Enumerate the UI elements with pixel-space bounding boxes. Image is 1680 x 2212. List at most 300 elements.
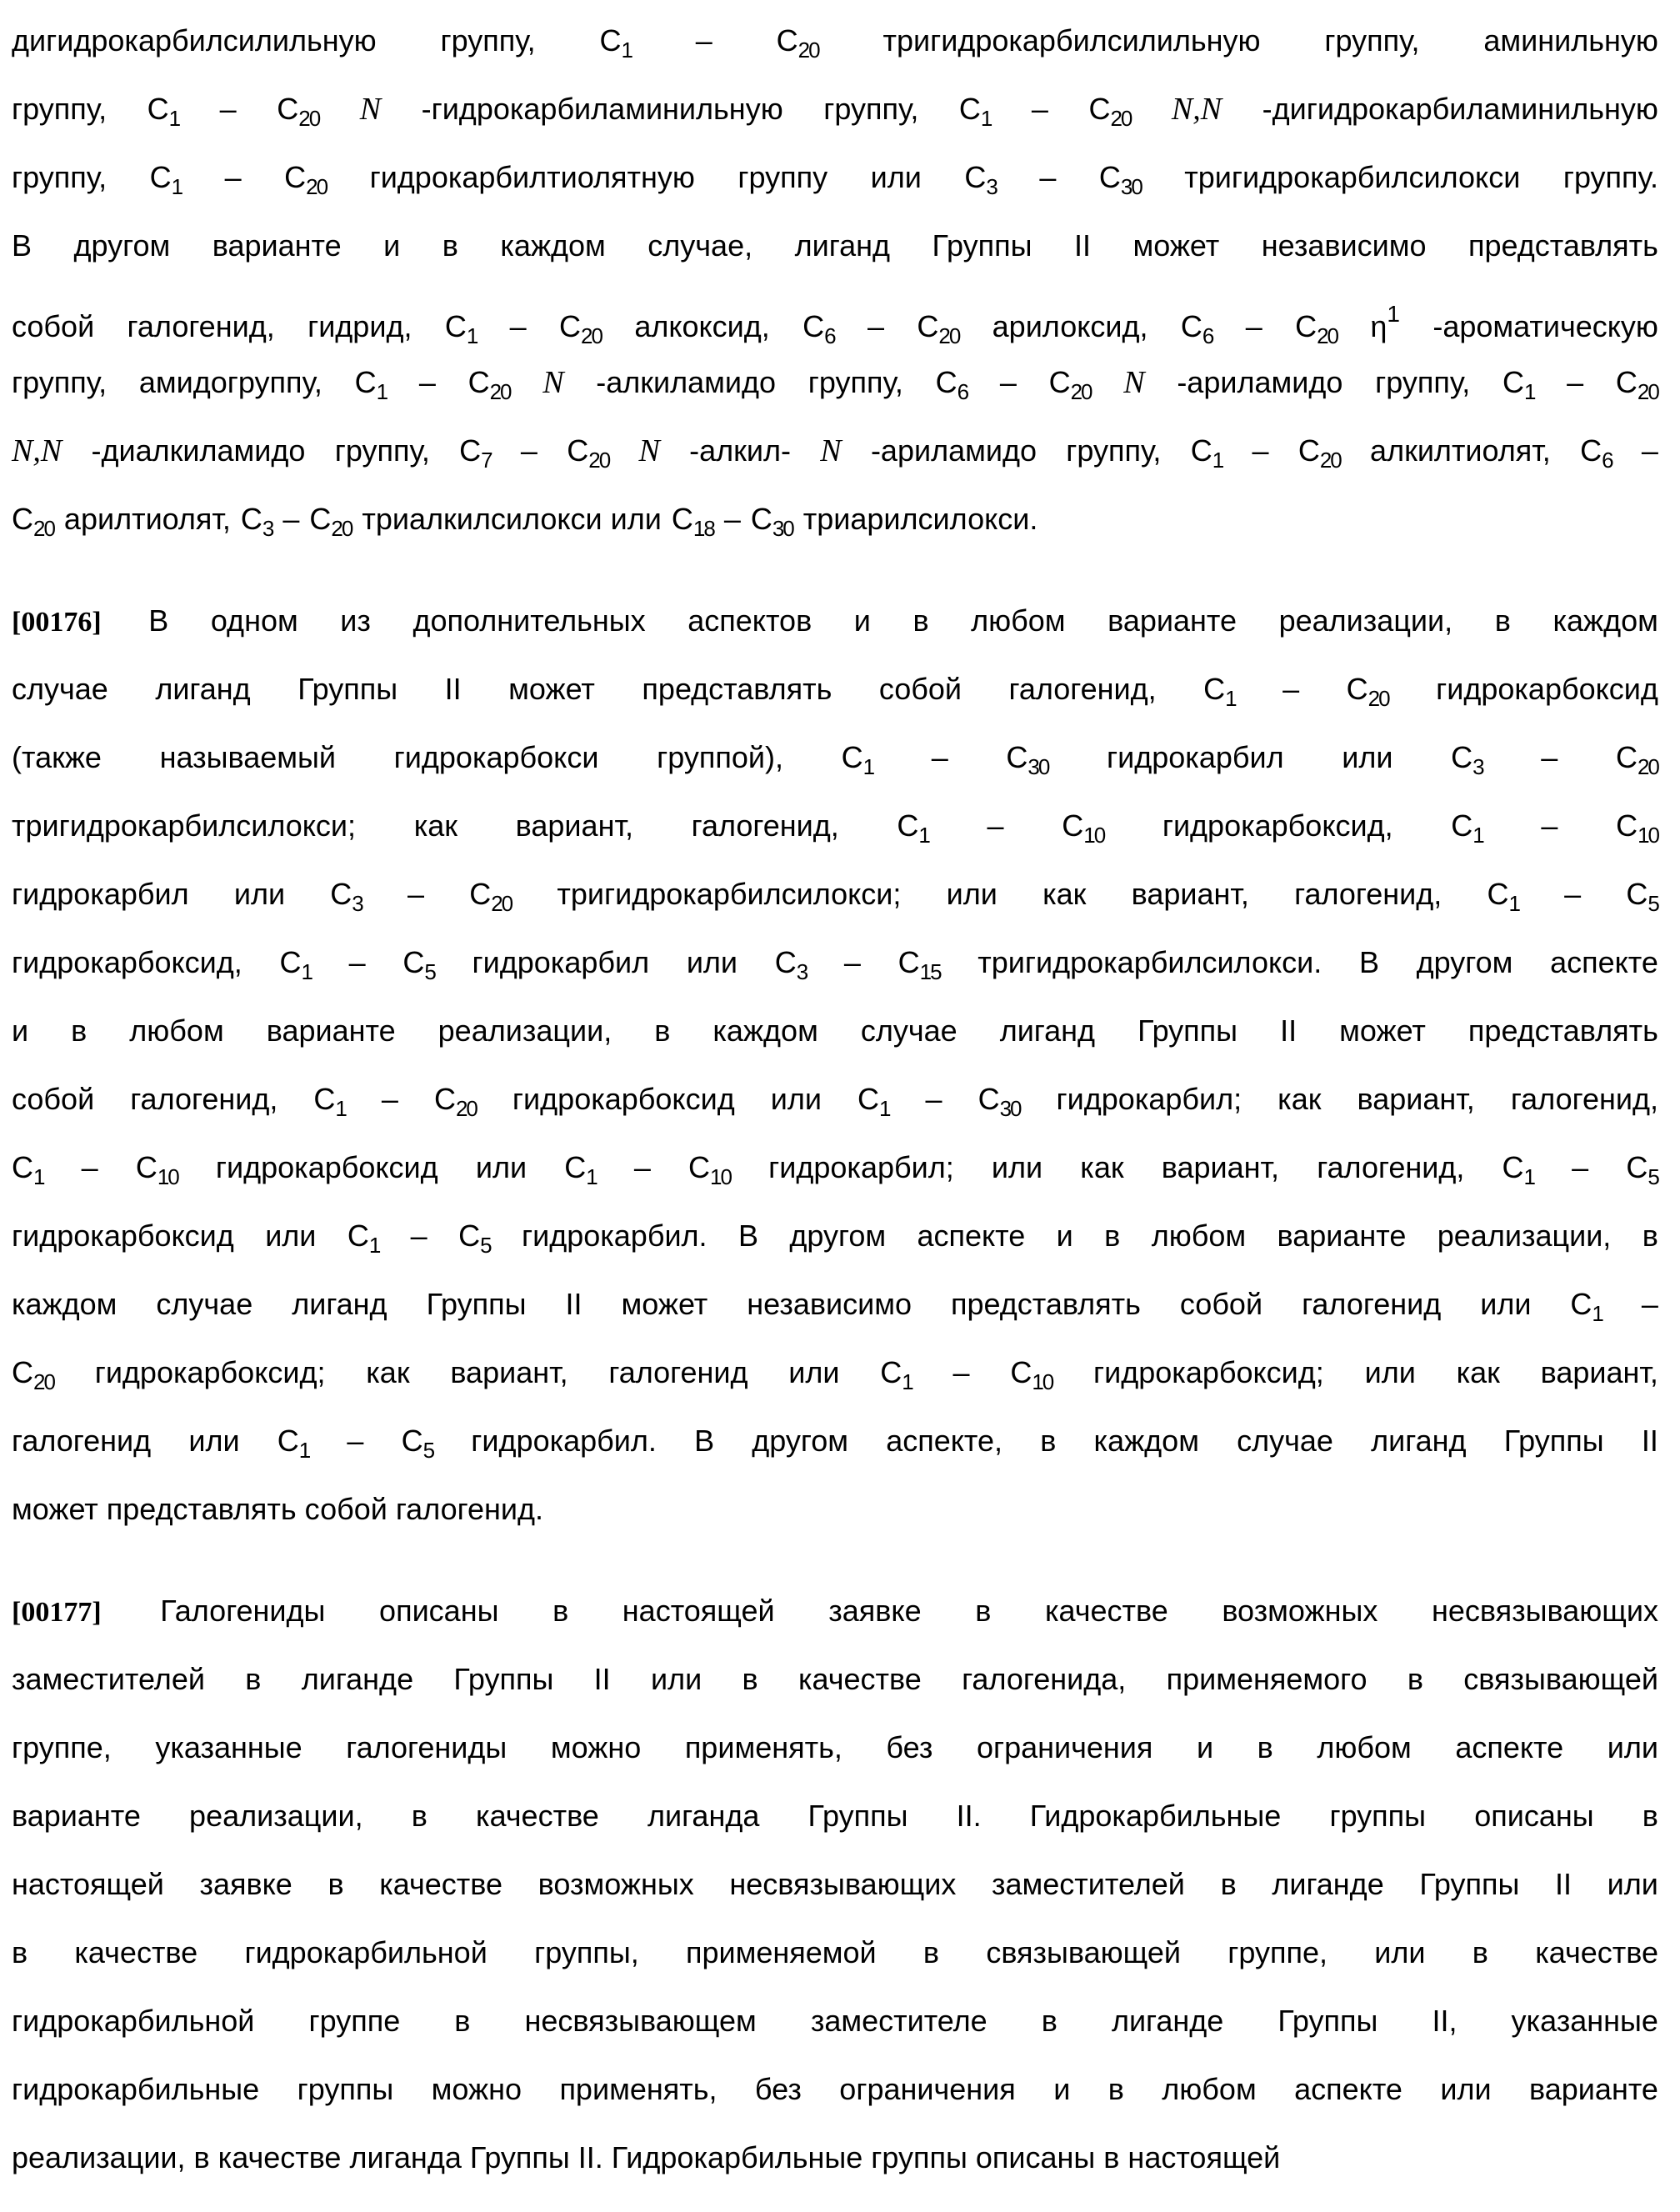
word: заявке: [199, 1867, 292, 1901]
word: применять,: [559, 2072, 718, 2106]
word: случае,: [648, 228, 753, 263]
token-main: C: [1048, 365, 1071, 399]
carbon-count: [136, 1134, 178, 1211]
word: группу,: [1375, 365, 1471, 399]
word: применяемой: [685, 1935, 877, 1969]
subscript: 20: [491, 891, 512, 916]
word: или: [870, 160, 922, 194]
token-main: C: [1088, 92, 1111, 126]
carbon-count: [434, 1065, 477, 1143]
word: в: [1108, 2072, 1124, 2106]
carbon-count: [1616, 348, 1658, 426]
carbon-count: [1502, 1134, 1534, 1211]
token-main: C: [1006, 740, 1028, 774]
subscript: 1: [1523, 379, 1535, 404]
subscript: 3: [986, 174, 997, 199]
text-line: [12, 928, 1658, 997]
text-line: [12, 1645, 1658, 1714]
word: Группы: [1503, 1424, 1604, 1458]
subscript: 3: [796, 959, 808, 984]
word: гидрокарбоксид: [1436, 672, 1658, 706]
word: в: [654, 1013, 671, 1048]
carbon-count: [1487, 860, 1518, 938]
word: –: [410, 1219, 428, 1253]
token-main: N,N: [1171, 92, 1222, 127]
word: независимо: [1261, 228, 1427, 263]
text-line: [12, 7, 1658, 75]
word: или: [1440, 2072, 1492, 2106]
word: качестве: [379, 1867, 503, 1901]
token-main: C: [958, 92, 981, 126]
word: реализации,: [438, 1013, 612, 1048]
word: галогенид,: [127, 309, 275, 343]
word: группу,: [440, 23, 536, 58]
word: в: [1494, 603, 1511, 638]
subscript: 20: [489, 379, 511, 404]
text-run: –: [282, 502, 300, 536]
word: связывающей: [1463, 1662, 1658, 1696]
carbon-count: [12, 1134, 43, 1211]
word: в: [1040, 1424, 1057, 1458]
word: –: [1567, 365, 1584, 399]
token-main: C: [313, 1082, 336, 1116]
subscript: 1: [301, 959, 312, 984]
subscript: 3: [262, 516, 273, 541]
token-main: C: [1298, 433, 1320, 468]
word: в: [742, 1662, 758, 1696]
word: представлять: [951, 1287, 1141, 1321]
word: можно: [431, 2072, 522, 2106]
subscript: 6: [824, 323, 835, 348]
word: может: [621, 1287, 708, 1321]
word: Группы: [453, 1662, 554, 1696]
carbon-count: [964, 143, 996, 221]
carbon-count: [1006, 723, 1048, 801]
word: группе: [308, 2004, 401, 2038]
word: называемый: [159, 740, 336, 774]
subscript: 20: [798, 38, 819, 63]
word: варианте: [1108, 603, 1238, 638]
token-main: C: [1451, 740, 1473, 774]
token-main: C: [1615, 365, 1638, 399]
text-line: [12, 1919, 1658, 1987]
word: и: [1056, 1219, 1073, 1253]
subscript: 1: [466, 323, 478, 348]
token-main: C: [458, 1219, 481, 1253]
token-main: C: [1295, 309, 1318, 343]
word: –: [867, 309, 885, 343]
token-main: C: [880, 1355, 902, 1389]
token-main: C: [468, 365, 490, 399]
word: указанные: [155, 1730, 302, 1764]
word: –: [509, 309, 527, 343]
text-line: [12, 1270, 1658, 1339]
token-main: C: [1451, 808, 1473, 843]
word: –: [520, 433, 538, 468]
subscript: 30: [772, 516, 793, 541]
word: или: [1342, 740, 1393, 774]
word: в: [411, 1799, 428, 1833]
nitrogen-symbol: [1123, 348, 1144, 417]
carbon-count: [330, 860, 362, 938]
word: -алкил-: [689, 433, 791, 468]
word: II: [593, 1662, 611, 1696]
carbon-count: [751, 485, 793, 563]
word: каждом: [1093, 1424, 1199, 1458]
word: Группы: [1278, 2004, 1378, 2038]
word: –: [347, 1424, 364, 1458]
text-line: [12, 723, 1658, 792]
carbon-count: [897, 792, 928, 869]
word: описаны: [1474, 1799, 1594, 1833]
word: или: [265, 1219, 317, 1253]
subscript: 20: [1070, 379, 1092, 404]
paragraph-p-00177: [12, 1577, 1658, 2192]
word: –: [1641, 1287, 1658, 1321]
word: лиганда: [647, 1799, 760, 1833]
word: группу,: [12, 160, 108, 194]
token-main: C: [599, 23, 622, 58]
carbon-count: [348, 1202, 379, 1279]
carbon-count: [959, 75, 991, 153]
word: можно: [550, 1730, 642, 1764]
token-main: C: [978, 1082, 1000, 1116]
token-main: C: [459, 433, 482, 468]
carbon-count: [1626, 860, 1658, 938]
token-main: C: [149, 160, 172, 194]
carbon-count: [12, 485, 54, 563]
word: случае: [860, 1013, 958, 1048]
word: –: [987, 808, 1004, 843]
word: Группы: [932, 228, 1032, 263]
text-line: [12, 997, 1658, 1065]
text-line: [12, 348, 1658, 417]
text-line: [12, 485, 1658, 553]
word: группу,: [823, 92, 919, 126]
word: как: [1042, 877, 1087, 911]
subscript: 5: [1648, 1164, 1658, 1189]
subscript: 10: [1638, 823, 1658, 848]
word: собой: [12, 1082, 95, 1116]
carbon-count: [458, 1202, 490, 1279]
word: или: [1607, 1730, 1658, 1764]
subscript: 1: [980, 106, 992, 131]
word: в: [1407, 1662, 1423, 1696]
word: гидрокарбилтиолятную: [369, 160, 695, 194]
text-line: [12, 280, 1658, 348]
subscript: 20: [1110, 106, 1132, 131]
word: лиганде: [1272, 1867, 1384, 1901]
word: -ариламидо: [870, 433, 1037, 468]
word: –: [999, 365, 1017, 399]
token-main: C: [469, 877, 492, 911]
text-line: [12, 1475, 1658, 1544]
token-main: C: [309, 502, 332, 536]
word: В: [12, 228, 32, 263]
word: аспекте: [917, 1219, 1026, 1253]
text-line: [12, 1339, 1658, 1407]
word: реализации,: [189, 1799, 363, 1833]
word: представлять: [642, 672, 832, 706]
word: любом: [971, 603, 1066, 638]
carbon-count: [1580, 417, 1612, 494]
subscript: 5: [1648, 891, 1658, 916]
carbon-count: [842, 723, 873, 801]
carbon-count: [599, 7, 631, 84]
word: аминильную: [1483, 23, 1658, 58]
text-run: реализации, в качестве лиганда Группы II. Гидрокарбильные группы описаны в настоящей: [12, 2140, 1281, 2174]
subscript: 20: [588, 448, 610, 473]
word: группу,: [1066, 433, 1162, 468]
word: II: [1554, 1867, 1572, 1901]
word: –: [81, 1150, 98, 1184]
word: группу,: [1324, 23, 1420, 58]
nitrogen-symbol: [12, 417, 62, 485]
carbon-count: [672, 485, 714, 563]
word: в: [328, 1867, 344, 1901]
word: галогенид,: [691, 808, 839, 843]
subscript: 1: [586, 1164, 597, 1189]
token-main: C: [898, 945, 920, 979]
word: -ариламидо: [1177, 365, 1343, 399]
token-main: C: [1502, 1150, 1524, 1184]
word: вариант,: [1161, 1150, 1280, 1184]
word: или: [233, 877, 286, 911]
word: любом: [1151, 1219, 1247, 1253]
subscript: 20: [33, 1369, 54, 1394]
word: или: [1364, 1355, 1416, 1389]
word: и: [12, 1013, 29, 1048]
subscript: 10: [710, 1164, 731, 1189]
subscript: 1: [171, 174, 182, 199]
word: гидрокарбильной: [12, 2004, 255, 2038]
paragraph-number: [00177]: [12, 1597, 102, 1628]
subscript: 5: [422, 1438, 434, 1463]
text-line: [12, 143, 1658, 212]
word: группу,: [12, 92, 108, 126]
text-line: [12, 75, 1658, 143]
word: описаны: [379, 1594, 499, 1628]
subscript: 1: [1592, 1301, 1602, 1326]
text-run: триалкилсилокси или: [362, 502, 662, 536]
word: –: [931, 740, 948, 774]
word: может: [508, 672, 595, 706]
word: лиганд: [999, 1013, 1096, 1048]
token-main: C: [567, 433, 589, 468]
token-main: C: [147, 92, 169, 126]
subscript: 20: [581, 323, 602, 348]
word: гидрокарбоксид: [215, 1150, 438, 1184]
token-main: C: [330, 877, 352, 911]
word: II: [1641, 1424, 1658, 1458]
word: –: [1572, 1150, 1589, 1184]
carbon-count: [12, 1339, 54, 1416]
subscript: 20: [331, 516, 352, 541]
word: одном: [210, 603, 298, 638]
word: –: [1039, 160, 1057, 194]
word: группу,: [334, 433, 430, 468]
word: заместителей: [12, 1662, 205, 1696]
word: группой),: [657, 740, 783, 774]
subscript: 20: [1637, 379, 1658, 404]
word: и: [1196, 1730, 1214, 1764]
word: группе,: [12, 1730, 112, 1764]
word: гидрокарбильной: [244, 1935, 488, 1969]
word: –: [1541, 740, 1558, 774]
word: гидрокарбоксид;: [1093, 1355, 1324, 1389]
word: гидрокарбил: [1107, 740, 1284, 774]
word: или: [991, 1150, 1043, 1184]
word: может: [1339, 1013, 1426, 1048]
subscript: 1: [168, 106, 180, 131]
word: Группы: [298, 672, 398, 706]
carbon-count: [777, 7, 819, 84]
word: или: [946, 877, 998, 911]
word: качестве: [798, 1662, 922, 1696]
word: –: [407, 877, 424, 911]
word: В: [1358, 945, 1379, 979]
word: гидрокарбильные: [12, 2072, 260, 2106]
word: в: [12, 1935, 28, 1969]
carbon-count: [148, 75, 179, 153]
subscript: 1: [879, 1096, 890, 1121]
word: варианте: [1277, 1219, 1407, 1253]
carbon-count: [1062, 792, 1104, 869]
carbon-count: [1451, 792, 1482, 869]
word: аспекте,: [886, 1424, 1003, 1458]
word: галогенид: [12, 1424, 152, 1458]
word: тригидрокарбилсилокси;: [12, 808, 357, 843]
word: несвязывающих: [1432, 1594, 1658, 1628]
word: Группы: [808, 1799, 908, 1833]
token-main: C: [1203, 672, 1226, 706]
word: в: [71, 1013, 88, 1048]
token-main: C: [277, 1424, 299, 1458]
carbon-count: [1502, 348, 1534, 426]
word: дигидрокарбилсилильную: [12, 23, 377, 58]
word: реализации,: [1278, 603, 1453, 638]
token-main: C: [433, 1082, 456, 1116]
paragraph-number: [00176]: [12, 607, 102, 638]
word: гидрокарбил: [12, 877, 189, 911]
word: группу: [738, 160, 828, 194]
word: группу,: [12, 365, 108, 399]
nitrogen-symbol: [542, 348, 563, 417]
subscript: 10: [1032, 1369, 1053, 1394]
word: -гидрокарбиламинильную: [421, 92, 783, 126]
subscript: 1: [376, 379, 388, 404]
word: в: [975, 1594, 992, 1628]
word: качестве: [476, 1799, 599, 1833]
token-main: C: [897, 808, 919, 843]
text-line: [12, 792, 1658, 860]
text-line: [12, 1134, 1658, 1202]
token-main: C: [935, 365, 958, 399]
word: каждом: [1552, 603, 1658, 638]
word: в: [1642, 1799, 1658, 1833]
token-main: C: [402, 945, 425, 979]
text-line: [12, 2124, 1658, 2192]
word: собой: [12, 309, 95, 343]
carbon-count: [1451, 723, 1482, 801]
carbon-count: [1203, 655, 1235, 733]
word: в: [1104, 1219, 1121, 1253]
token-main: C: [12, 1150, 33, 1184]
word: –: [224, 160, 242, 194]
subscript: 20: [33, 516, 54, 541]
word: –: [1564, 877, 1582, 911]
token-main: C: [964, 160, 987, 194]
word: гидрокарбоксид;: [94, 1355, 326, 1389]
word: гидрокарбил.: [471, 1424, 657, 1458]
subscript: 15: [919, 959, 941, 984]
word: в: [245, 1662, 262, 1696]
carbon-count: [469, 860, 512, 938]
carbon-count: [1616, 723, 1658, 801]
carbon-count: [279, 928, 311, 1006]
carbon-count: [1191, 417, 1222, 494]
word: другом: [789, 1219, 887, 1253]
text-line: [12, 212, 1658, 280]
word: гидрокарбил: [472, 945, 650, 979]
carbon-count: [277, 75, 319, 153]
carbon-count: [241, 485, 272, 563]
token-main: C: [917, 309, 939, 343]
nitrogen-symbol: [360, 75, 381, 143]
word: в: [912, 603, 929, 638]
word: реализации,: [1437, 1219, 1612, 1253]
text-line: [12, 1782, 1658, 1850]
subscript: 5: [424, 959, 435, 984]
word: галогениды: [346, 1730, 508, 1764]
word: в: [1041, 2004, 1058, 2038]
word: собой: [1179, 1287, 1263, 1321]
word: лиганде: [1111, 2004, 1224, 2038]
word: представлять: [1468, 228, 1658, 263]
word: несвязывающем: [524, 2004, 757, 2038]
subscript: 10: [157, 1164, 178, 1189]
word: –: [1541, 808, 1558, 843]
token-main: C: [277, 92, 299, 126]
word: галогенид,: [1008, 672, 1157, 706]
word: галогенид,: [1510, 1082, 1658, 1116]
word: арилоксид,: [992, 309, 1148, 343]
carbon-count: [1298, 417, 1341, 494]
carbon-count: [468, 348, 511, 426]
subscript: 30: [1028, 754, 1049, 779]
carbon-count: [898, 928, 941, 1006]
subscript: 1: [1508, 891, 1519, 916]
word: -алкиламидо: [596, 365, 777, 399]
word: алкоксид,: [634, 309, 770, 343]
word: (также: [12, 740, 102, 774]
nitrogen-symbol: [638, 417, 659, 485]
word: в: [1257, 1730, 1273, 1764]
word: как: [1456, 1355, 1500, 1389]
carbon-count: [1099, 143, 1142, 221]
token-main: C: [858, 1082, 880, 1116]
word: алкилтиолят,: [1370, 433, 1551, 468]
token-main: C: [240, 502, 262, 536]
word: указанные: [1511, 2004, 1658, 2038]
word: группы: [297, 2072, 394, 2106]
word: гидрокарбоксид: [12, 1219, 234, 1253]
subscript: 1: [298, 1438, 310, 1463]
text-line: [12, 1850, 1658, 1919]
word: в: [1220, 1867, 1237, 1901]
word: гидрокарбил;: [768, 1150, 954, 1184]
word: –: [348, 945, 366, 979]
